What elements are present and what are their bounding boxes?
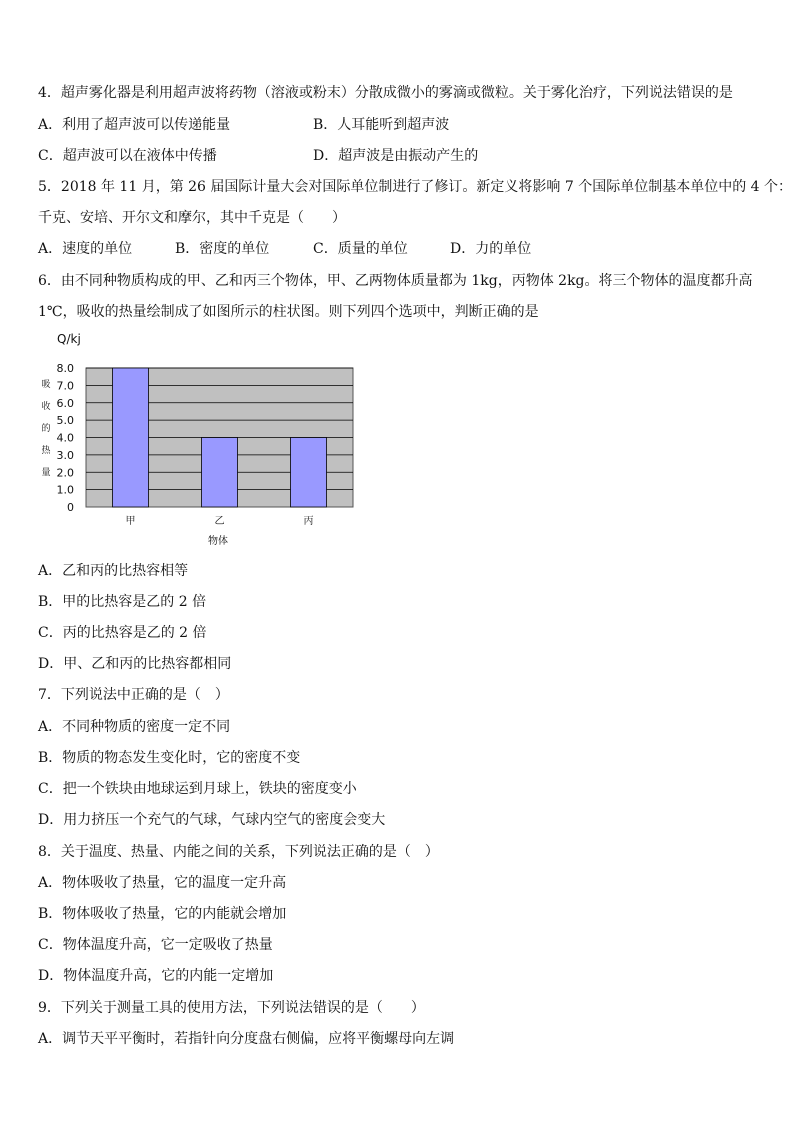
bar-2 (202, 438, 238, 508)
q4-option-c: C．超声波可以在液体中传播 (38, 148, 217, 164)
y-axis-label-char: 热 (41, 446, 51, 456)
y-axis-label (41, 379, 51, 478)
heat-absorbed-bar-chart (30, 325, 390, 555)
q6-option-a: A．乙和丙的比热容相等 (38, 563, 189, 579)
q5-option-c: C．质量的单位 (313, 241, 408, 257)
bar-3 (291, 438, 327, 508)
q7-stem: 7．下列说法中正确的是（ ） (38, 687, 229, 703)
q8-stem: 8．关于温度、热量、内能之间的关系，下列说法正确的是（ ） (38, 844, 439, 860)
y-axis-label-char: 吸 (41, 380, 51, 390)
q9-stem: 9．下列关于测量工具的使用方法，下列说法错误的是（ ） (38, 1000, 425, 1016)
y-axis-label-char: 量 (41, 468, 51, 478)
q7-option-b: B．物质的物态发生变化时，它的密度不变 (38, 750, 301, 766)
q6-option-c: C．丙的比热容是乙的 2 倍 (38, 625, 207, 641)
x-tick-label: 乙 (214, 516, 225, 527)
y-tick-label: 5.0 (56, 414, 74, 428)
q4-option-d: D．超声波是由振动产生的 (313, 148, 479, 164)
q6-stem-line2: 1℃，吸收的热量绘制成了如图所示的柱状图。则下列四个选项中，判断正确的是 (38, 304, 539, 320)
q7-option-c: C．把一个铁块由地球运到月球上，铁块的密度变小 (38, 781, 357, 797)
q8-option-a: A．物体吸收了热量，它的温度一定升高 (38, 875, 287, 891)
q4-option-b: B．人耳能听到超声波 (313, 117, 450, 133)
x-tick-labels (126, 515, 314, 527)
q6-stem-line1: 6．由不同种物质构成的甲、乙和丙三个物体，甲、乙两物体质量都为 1kg，丙物体 2kg。将三个物体的温度都升高 (38, 273, 753, 289)
q8-option-b: B．物体吸收了热量，它的内能就会增加 (38, 906, 287, 922)
chart-svg (30, 325, 390, 555)
q5-option-d: D．力的单位 (450, 241, 532, 257)
q6-option-b: B．甲的比热容是乙的 2 倍 (38, 594, 207, 610)
chart-title: Q/kj (57, 332, 81, 346)
q5-option-b: B．密度的单位 (175, 241, 270, 257)
x-axis-label: 物体 (208, 536, 228, 547)
bar-1 (113, 368, 149, 507)
y-tick-labels (57, 362, 75, 514)
y-axis-label-char: 收 (41, 402, 51, 412)
y-tick-label: 1.0 (56, 483, 74, 497)
q5-stem-line2: 千克、安培、开尔文和摩尔，其中千克是（ ） (38, 210, 346, 226)
q8-option-d: D．物体温度升高，它的内能一定增加 (38, 968, 274, 984)
y-tick-label: 3.0 (56, 448, 74, 462)
y-tick-label: 2.0 (56, 466, 74, 480)
y-tick-label: 8.0 (56, 362, 74, 375)
y-tick-label: 4.0 (56, 431, 74, 445)
y-tick-label: 6.0 (56, 396, 74, 410)
y-axis-label-char: 的 (41, 424, 51, 434)
q5-stem-line1: 5．2018 年 11 月，第 26 届国际计量大会对国际单位制进行了修订。新定义将影响 7 个国际单位制基本单位中的 4 个： (38, 179, 793, 195)
q5-option-a: A．速度的单位 (38, 241, 133, 257)
q9-option-a: A．调节天平平衡时，若指针向分度盘右侧偏，应将平衡螺母向左调 (38, 1031, 455, 1047)
x-tick-label: 甲 (125, 516, 136, 527)
q6-option-d: D．甲、乙和丙的比热容都相同 (38, 656, 232, 672)
q8-option-c: C．物体温度升高，它一定吸收了热量 (38, 937, 273, 953)
q7-option-d: D．用力挤压一个充气的气球，气球内空气的密度会变大 (38, 812, 386, 828)
q4-option-a: A．利用了超声波可以传递能量 (38, 117, 231, 133)
y-tick-label: 7.0 (56, 379, 74, 393)
q7-option-a: A．不同种物质的密度一定不同 (38, 719, 231, 735)
q4-stem: 4．超声雾化器是利用超声波将药物（溶液或粉末）分散成微小的雾滴或微粒。关于雾化治疗，下列说法错误的是 (38, 85, 733, 101)
x-tick-label: 丙 (303, 516, 314, 527)
y-tick-label: 0 (67, 501, 74, 514)
